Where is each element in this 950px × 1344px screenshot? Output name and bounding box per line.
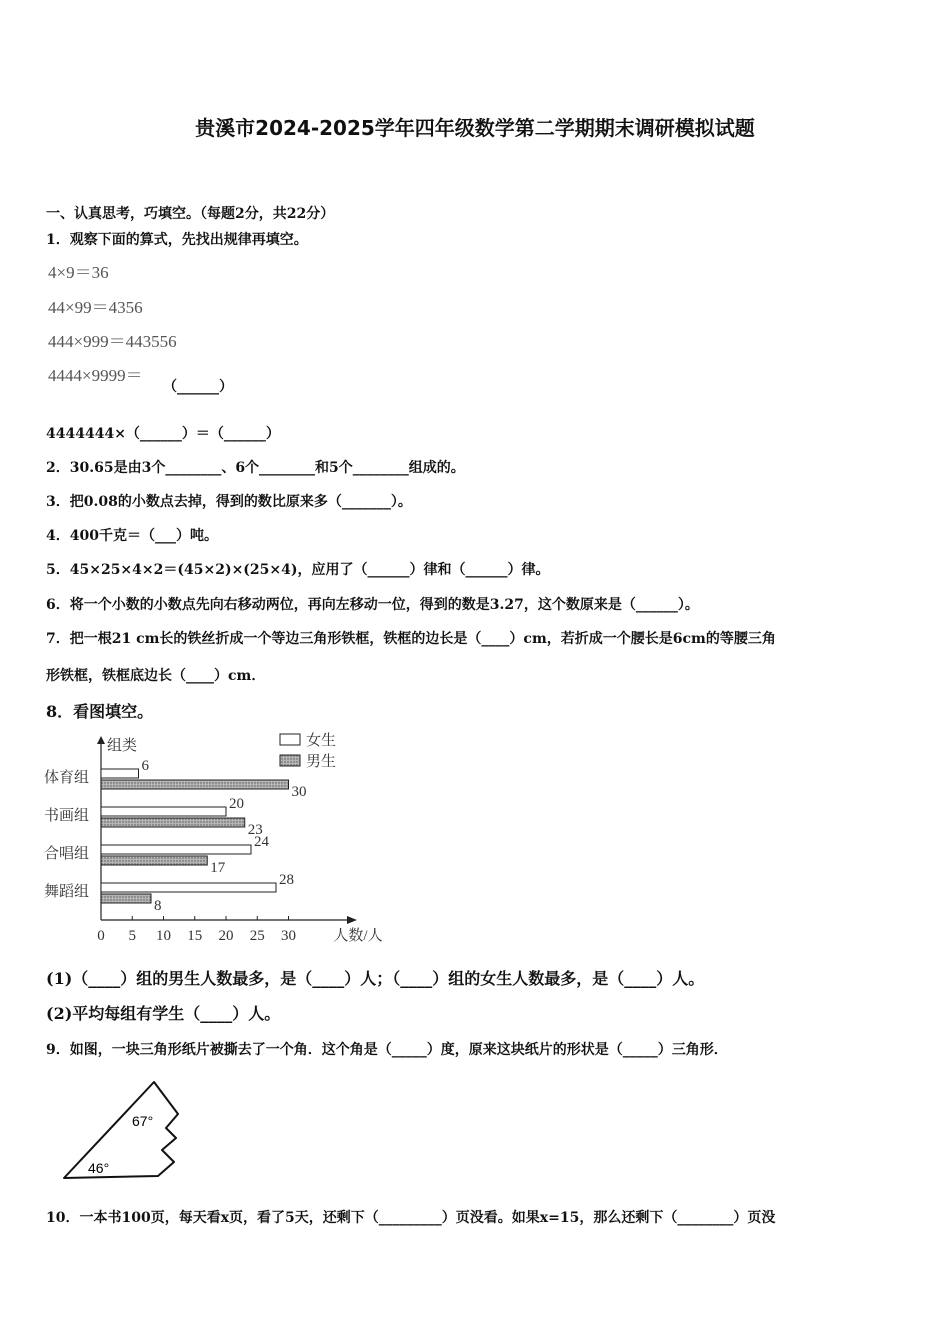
data-label: 23: [247, 822, 263, 838]
legend-label-boys: 男生: [306, 754, 337, 770]
data-label: 24: [254, 834, 269, 850]
category-label: 体育组: [44, 770, 90, 786]
question-1: 1．观察下面的算式，先找出规律再填空。: [46, 232, 308, 248]
torn-triangle-figure: [60, 1078, 190, 1182]
category-label: 书画组: [44, 808, 90, 824]
x-tick-label: 0: [97, 928, 105, 944]
bar-girls: [101, 807, 226, 816]
triangle-outline: [64, 1082, 178, 1178]
y-axis-label: 组类: [107, 738, 138, 754]
equation-1: 4×9＝36: [48, 263, 109, 282]
legend-swatch-girls: [280, 734, 300, 745]
x-tick-label: 10: [156, 928, 171, 944]
question-7-line-1: 7．把一根21 cm长的铁丝折成一个等边三角形铁框，铁框的边长是（____）cm，若折成一个腰长是6cm的等腰三角: [46, 631, 776, 647]
bar-boys: [101, 894, 151, 903]
bar-boys: [101, 856, 207, 865]
question-7-line-2: 形铁框，铁框底边长（____）cm．: [46, 668, 266, 684]
question-1-extra: 4444444×（______）＝（______）: [46, 426, 280, 442]
y-axis-arrow: [97, 736, 105, 744]
bar-girls: [101, 769, 139, 778]
data-label: 6: [141, 758, 149, 774]
question-3: 3．把0.08的小数点去掉，得到的数比原来多（_______）。: [46, 494, 412, 510]
legend-swatch-boys: [280, 755, 300, 766]
x-tick-label: 25: [249, 928, 265, 944]
data-label: 20: [229, 796, 244, 812]
question-8: 8．看图填空。: [46, 702, 154, 721]
x-axis-label: 人数/人: [333, 928, 383, 944]
bar-girls: [101, 883, 276, 892]
equation-4: 4444×9999＝: [48, 366, 143, 385]
x-tick-label: 5: [128, 928, 136, 944]
data-label: 17: [210, 860, 226, 876]
question-4: 4．400千克＝（___）吨。: [46, 528, 218, 544]
x-tick-label: 20: [218, 928, 234, 944]
angle-label-top: 67°: [132, 1113, 154, 1129]
question-2: 2．30.65是由3个________、6个________和5个________组成的。: [46, 460, 465, 476]
equation-4-blank: （______）: [163, 379, 233, 395]
x-tick-label: 15: [187, 928, 203, 944]
legend-label-girls: 女生: [306, 733, 337, 749]
x-axis-arrow: [347, 916, 357, 924]
bar-girls: [101, 845, 251, 854]
section-heading: 一、认真思考，巧填空。（每题2分，共22分）: [46, 206, 335, 222]
angle-label-bottom: 46°: [88, 1160, 110, 1176]
bar-boys: [101, 780, 289, 789]
equation-3: 444×999＝443556: [48, 332, 177, 351]
question-9: 9．如图，一块三角形纸片被撕去了一个角．这个角是（_____）度，原来这块纸片的形状是（_____）三角形．: [46, 1042, 728, 1058]
question-6: 6．将一个小数的小数点先向右移动两位，再向左移动一位，得到的数是3.27，这个数原来是（______）。: [46, 597, 699, 613]
equation-2: 44×99＝4356: [48, 298, 143, 317]
data-label: 28: [279, 872, 294, 888]
bar-chart: [44, 728, 383, 950]
page-title: 贵溪市2024-2025学年四年级数学第二学期期末调研模拟试题: [195, 116, 755, 140]
category-label: 合唱组: [44, 846, 90, 862]
data-label: 30: [291, 784, 307, 800]
question-8-sub-1: (1)（____）组的男生人数最多，是（____）人；（____）组的女生人数最多，是（____）人。: [46, 969, 705, 988]
data-label: 8: [154, 898, 162, 914]
category-label: 舞蹈组: [44, 884, 90, 900]
question-10: 10．一本书100页，每天看x页，看了5天，还剩下（_________）页没看。如果x=15，那么还剩下（________）页没: [46, 1210, 776, 1226]
question-5: 5．45×25×4×2＝(45×2)×(25×4)，应用了（______）律和（______）律。: [46, 562, 550, 578]
bar-boys: [101, 818, 245, 827]
question-8-sub-2: (2)平均每组有学生（____）人。: [46, 1004, 281, 1023]
x-tick-label: 30: [281, 928, 296, 944]
